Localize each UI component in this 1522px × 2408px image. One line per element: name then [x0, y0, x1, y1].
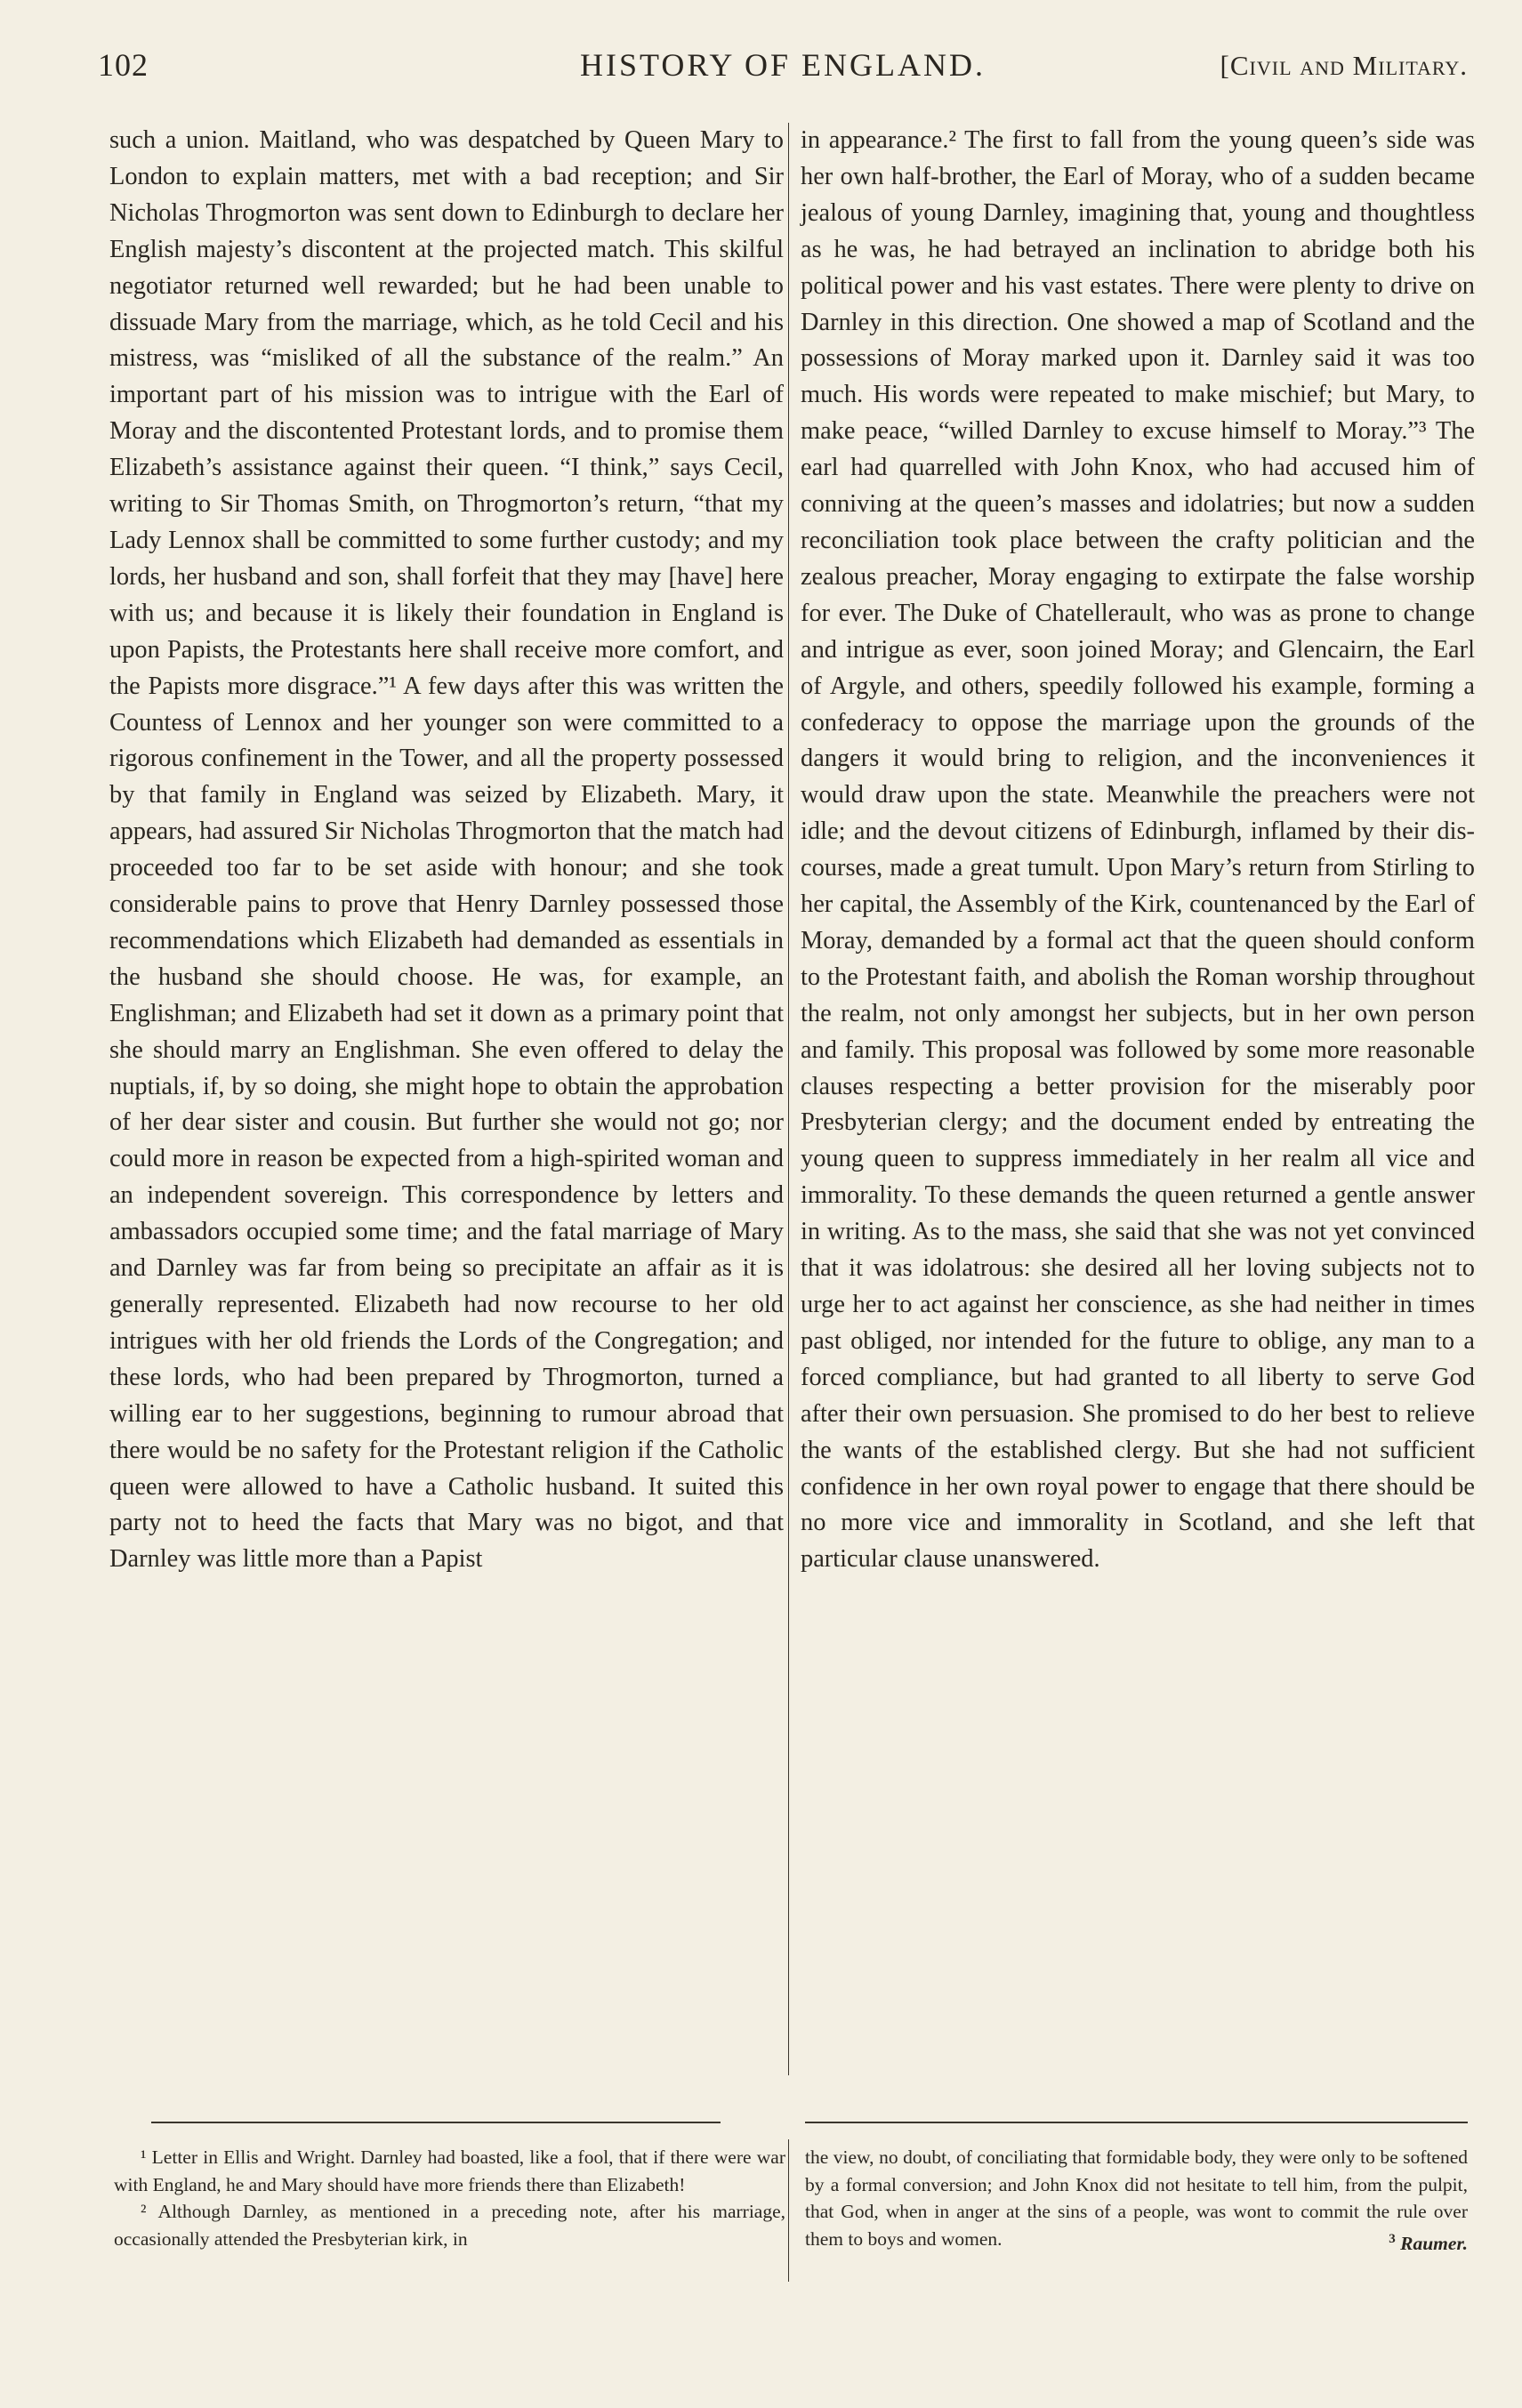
page-number: 102 — [98, 47, 149, 83]
footnote-3-number: 3 — [1389, 2231, 1396, 2246]
footnotes-right — [805, 2144, 1468, 2257]
footnote-1: ¹ Letter in Ellis and Wright. Darnley had boasted, like a fool, that if there were war with England, he and Mary should have more friends there than Elizabeth! — [114, 2146, 785, 2195]
body-text-right: in appearance.² The first to fall from the young queen’s side was her own half-brother, the Earl of Moray, who of a sudden became jealous of young Darnley, imagining that, young and thoughtless as he was, he had betrayed an inclination to abridge both his political power and his vast estates. There were plenty to drive on Darnley in this direction. One showed a map of Scotland and the possessions of Moray marked upon it. Darnley said it was too much. His words were repeated to make mischief; but Mary, to make peace, “willed Darnley to excuse himself to Moray.”³ The earl had quarrelled with John Knox, who had accused him of conniving at the queen’s masses and idolatries; but now a sudden reconciliation took place between the crafty politician and the zealous preacher, Moray engaging to extirpate the false worship for ever. The Duke of Chatellerault, who was as prone to change and intrigue as ever, soon joined Moray; and Glencairn, the Earl of Argyle, and others, speedily followed his example, forming a confederacy to oppose the marriage upon the grounds of the dangers it would bring to religion, and the inconveniences it would draw upon the state. Meanwhile the preachers were not idle; and the devout citizens of Edinburgh, inflamed by their discourses, made a great tumult. Upon Mary’s return from Stirling to her capital, the Assembly of the Kirk, countenanced by the Earl of Moray, demanded by a formal act that the queen should conform to the Protestant faith, and abolish the Roman worship throughout the realm, not only amongst her subjects, but in her own person and family. This proposal was followed by some more reasonable clauses respecting a better provision for the miserably poor Presbyterian clergy; and the document ended by entreating the young queen to suppress immediately in her realm all vice and immorality. To these demands the queen returned a gentle answer in writing. As to the mass, she said that she was not yet convinced that it was idolatrous: she desired all her loving subjects not to urge her to act against her conscience, as she had neither in times past obliged, nor intended for the future to oblige, any man to a forced compliance, but had granted to all liberty to serve God after their own persuasion. She promised to do her best to relieve the wants of the established clergy. But she had not sufficient confidence in her own royal power to engage that there should be no more vice and immorality in Scotland, and she left that particular clause unanswered. — [801, 126, 1475, 1574]
footnote-3-credit: Raumer. — [1400, 2232, 1468, 2254]
footnote-column-divider — [788, 2139, 789, 2282]
footnote-2: ² Although Darnley, as mentioned in a preceding note, after his marriage, occasionally attended the Presbyterian kirk, in — [114, 2201, 785, 2250]
footnote-rule-right — [805, 2122, 1468, 2123]
footnote-2-continued-text: the view, no doubt, of conciliating that formidable body, they were only to be softened by a formal conversion; and John Knox did not hesitate to tell him, from the pulpit, that God, when in anger at the sins of a people, was wont to commit the rule over them to boys and women. — [805, 2146, 1468, 2250]
footnote-2-continued — [805, 2144, 1468, 2252]
book-title: HISTORY OF ENGLAND. — [579, 47, 986, 83]
body-column-left — [109, 123, 784, 1578]
column-divider — [788, 123, 789, 2075]
body-column-right — [801, 123, 1475, 1578]
running-header — [98, 46, 1468, 91]
section-title: [Civil and Military. — [1220, 50, 1468, 81]
footnotes-left — [114, 2144, 785, 2252]
body-text-left: such a union. Maitland, who was despatched by Queen Mary to London to explain matters, met with a bad reception; and Sir Nicholas Throgmorton was sent down to Edinburgh to declare her English majesty’s discontent at the projected match. This skilful negotiator returned well rewarded; but he had been unable to dissuade Mary from the marriage, which, as he told Cecil and his mistress, was “misliked of all the substance of the realm.” An important part of his mission was to intrigue with the Earl of Moray and the discontented Protestant lords, and to promise them Elizabeth’s assistance against their queen. “I think,” says Cecil, writing to Sir Thomas Smith, on Throgmorton’s return, “that my Lady Lennox shall be committed to some further custody; and my lords, her husband and son, shall forfeit that they may [have] here with us; and because it is likely their foundation in England is upon Papists, the Protestants here shall receive more comfort, and the Papists more disgrace.”¹ A few days after this was written the Countess of Lennox and her younger son were committed to a rigorous confinement in the Tower, and all the property possessed by that family in England was seized by Elizabeth. Mary, it appears, had assured Sir Nicholas Throgmorton that the match had proceeded too far to be set aside with honour; and she took considerable pains to prove that Henry Darnley possessed those recommendations which Elizabeth had demanded as essentials in the husband she should choose. He was, for example, an Englishman; and Elizabeth had set it down as a primary point that she should marry an Englishman. She even offered to delay the nuptials, if, by so doing, she might hope to obtain the approbation of her dear sister and cousin. But further she would not go; nor could more in reason be expected from a high-spirited woman and an independent sovereign. This correspondence by letters and ambassadors occupied some time; and the fatal marriage of Mary and Darnley was far from being so precipitate an affair as it is generally represented. Elizabeth had now recourse to her old intrigues with her old friends the Lords of the Congregation; and these lords, who had been prepared by Throgmorton, turned a willing ear to her suggestions, beginning to rumour abroad that there would be no safety for the Protestant religion if the Catholic queen were allowed to have a Catholic husband. It suited this party not to heed the facts that Mary was no bigot, and that Darnley was little more than a Papist — [109, 126, 784, 1574]
footnote-3 — [1389, 2226, 1468, 2258]
footnote-rule-left — [151, 2122, 721, 2123]
